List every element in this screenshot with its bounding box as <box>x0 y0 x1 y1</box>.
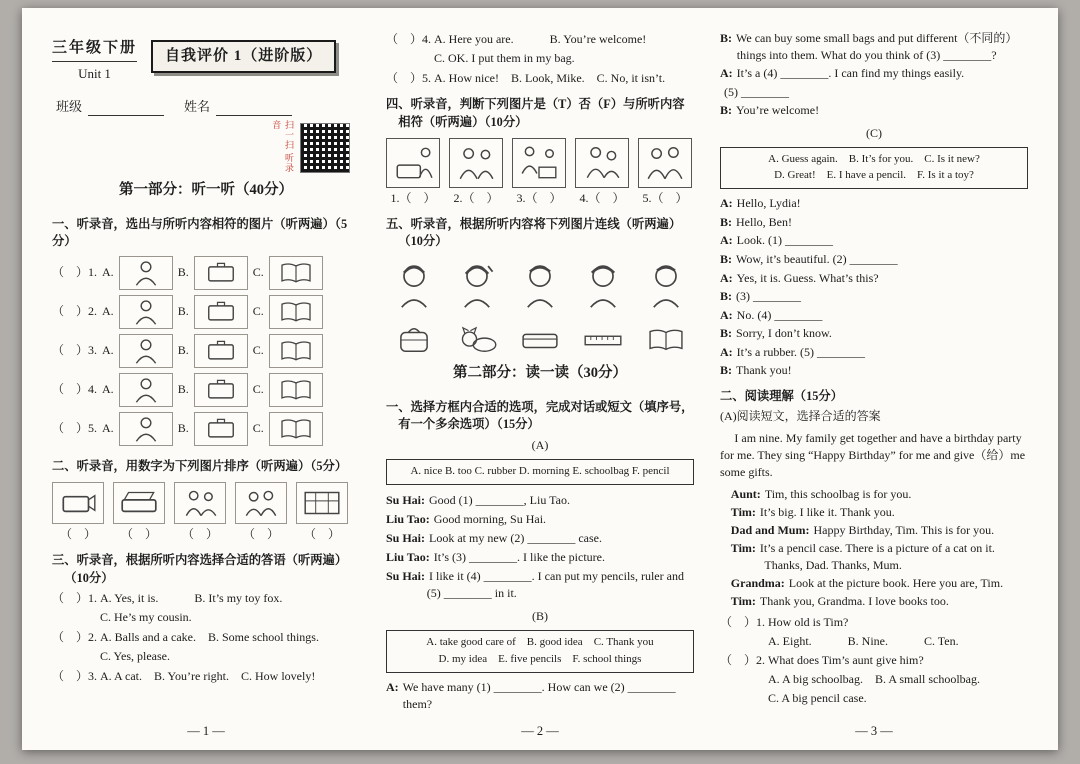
option-c-label: C. <box>252 382 264 397</box>
speaker-name: Tim: <box>730 505 756 520</box>
dialog-line[interactable] <box>386 492 694 509</box>
bag-sketch-icon <box>199 259 243 287</box>
speaker-name: Tim: <box>730 541 756 556</box>
option-b-label: B. <box>177 343 189 358</box>
speaker-name: B: <box>720 103 732 118</box>
qr-block <box>52 120 350 176</box>
dialog-text: We have many (1) ________. How can we (2) ________ them? <box>402 680 676 712</box>
dialog-text: (3) ________ <box>736 289 801 304</box>
reading-a-subtitle: (A)阅读短文，选择合适的答案 <box>720 408 881 423</box>
part-a-label: (A) <box>531 438 549 453</box>
dialog-text: (5) ________ <box>724 84 789 99</box>
book-picture[interactable] <box>642 325 690 355</box>
grade-block <box>52 38 137 84</box>
speaker-name: Dad and Mum: <box>730 523 810 538</box>
answer-bracket[interactable]: （ ）1. <box>52 265 98 280</box>
pencil-box-sketch-icon <box>118 485 160 521</box>
picture-choice-list <box>52 251 360 451</box>
bag-sketch-icon <box>199 337 243 365</box>
tf-picture <box>512 138 566 188</box>
dialog-text: It’s big. I like it. Thank you. <box>759 505 895 520</box>
mcq-line[interactable]: C. He’s my cousin. <box>52 610 192 625</box>
option-c-picture[interactable] <box>269 334 323 368</box>
mcq-line[interactable]: C. Yes, please. <box>52 649 171 664</box>
speaker-name: Grandma: <box>730 576 785 591</box>
class-name-row <box>56 98 360 116</box>
tf-item <box>449 138 503 207</box>
child-sketch-icon <box>394 259 434 311</box>
option-b-label: B. <box>177 304 189 319</box>
child-picture[interactable] <box>583 259 623 311</box>
dialog-b <box>386 678 694 715</box>
reading-dialog-line <box>731 593 1028 610</box>
dialog-line[interactable] <box>386 530 694 547</box>
section5-title: 五、听录音，根据所听内容将下列图片连线（听两遍） <box>386 217 682 232</box>
section1-title: 一、听录音，选出与所听内容相符的图片（听两遍）（5分） <box>52 216 348 249</box>
grade-label: 三年级下册 <box>52 38 137 62</box>
answer-bracket[interactable]: （ ） <box>120 527 157 542</box>
speaker-name: Su Hai: <box>386 569 426 584</box>
mcq-line[interactable]: （ ）4. A. Here you are. B. You’re welcome! <box>386 31 647 46</box>
ruler-sketch-icon <box>579 325 627 355</box>
order-picture <box>113 482 165 524</box>
answer-bracket[interactable]: （ ）4. <box>52 382 98 397</box>
speaker-name: B: <box>720 326 732 341</box>
option-b-picture[interactable] <box>194 334 248 368</box>
child-picture[interactable] <box>646 259 686 311</box>
class-blank[interactable] <box>88 103 164 116</box>
page-2 <box>386 28 694 724</box>
person-sketch-icon <box>124 298 168 326</box>
dialog-c <box>720 194 1028 381</box>
matching-objects-row <box>386 325 694 355</box>
book-sketch-icon <box>274 298 318 326</box>
paper-title: 自我评价 1（进阶版） <box>151 40 336 73</box>
tf-item <box>386 138 440 207</box>
section5-title-cont: （10分） <box>398 234 448 249</box>
word-bank-c <box>720 147 1028 189</box>
question-line[interactable]: A. A big schoolbag. B. A small schoolbag. <box>720 671 980 686</box>
dialog-text: Look at the picture book. Here you are, Tim. <box>788 576 1004 591</box>
person-sketch-icon <box>124 376 168 404</box>
option-c-label: C. <box>252 421 264 436</box>
tf-picture <box>575 138 629 188</box>
part-b-label: (B) <box>532 609 548 624</box>
dialog-text: Thank you, Grandma. I love books too. <box>759 594 949 609</box>
question-line[interactable]: C. A big pencil case. <box>720 690 867 705</box>
speaker-name: A: <box>720 66 733 81</box>
speaker-name: Aunt: <box>730 487 761 502</box>
dialog-a <box>386 490 694 604</box>
section2-title: 二、听录音，用数字为下列图片排序（听两遍）（5分） <box>52 458 348 473</box>
speaker-name: Liu Tao: <box>386 512 430 527</box>
word-bank-a <box>386 459 694 485</box>
answer-bracket[interactable]: 1.（ ） <box>390 191 436 205</box>
two-people-sketch-icon <box>643 142 687 184</box>
option-b-picture[interactable] <box>194 295 248 329</box>
answer-bracket[interactable]: （ ） <box>59 527 96 542</box>
dialog-line[interactable] <box>720 232 1028 249</box>
option-b-picture[interactable] <box>194 256 248 290</box>
dialog-text: Wow, it’s beautiful. (2) ________ <box>736 252 898 266</box>
dialog-text: Yes, it is. Guess. What’s this? <box>736 270 879 285</box>
child-picture[interactable] <box>394 259 434 311</box>
dialog-text: It’s (3) ________. I like the picture. <box>433 550 605 565</box>
dialog-line[interactable] <box>386 568 694 602</box>
class-label: 班级 <box>56 98 83 114</box>
question-line[interactable]: （ ）2. What does Tim’s aunt give him? <box>720 652 924 667</box>
comprehension-questions <box>720 612 1028 709</box>
option-a-label: A. <box>102 421 114 436</box>
classroom-sketch-icon <box>301 485 343 521</box>
speaker-name: A: <box>720 344 733 359</box>
cat-sketch-icon <box>453 325 501 355</box>
tf-picture <box>386 138 440 188</box>
person-sketch-icon <box>124 337 168 365</box>
mcq-line[interactable]: （ ）1. A. Yes, it is. B. It’s my toy fox. <box>52 590 283 605</box>
book-sketch-icon <box>642 325 690 355</box>
answer-bracket[interactable]: （ ） <box>242 527 279 542</box>
dialog-line[interactable] <box>386 511 694 528</box>
section4-title: 四、听录音，判断下列图片是（T）否（F）与所听内容 <box>386 97 685 112</box>
dialog-text: Good morning, Su Hai. <box>433 512 547 527</box>
page-1 <box>52 28 360 724</box>
mcq-list <box>52 587 360 687</box>
schoolbag-picture[interactable] <box>390 325 438 355</box>
two-people-sketch-icon <box>240 485 282 521</box>
child-sketch-icon <box>457 259 497 311</box>
answer-bracket[interactable]: （ ） <box>303 527 340 542</box>
mcq-list-continued <box>386 28 694 89</box>
dialog-line[interactable] <box>720 307 1028 324</box>
question-line[interactable]: A. Eight. B. Nine. C. Ten. <box>720 633 959 648</box>
word-bank-line: A. take good care of B. good idea C. Thank you <box>426 636 654 649</box>
word-bank-line: D. my idea E. five pencils F. school things <box>438 652 642 665</box>
dialog-line[interactable] <box>720 344 1028 361</box>
word-bank-line: A. Guess again. B. It’s for you. C. Is it new? <box>768 152 980 165</box>
order-picture <box>52 482 104 524</box>
bag-sketch-icon <box>199 298 243 326</box>
dialog-text: I like it (4) ________. I can put my pencils, ruler and (5) ________ in it. <box>426 569 684 601</box>
option-b-label: B. <box>177 382 189 397</box>
reading-dialog-line <box>731 504 1028 521</box>
tf-item <box>575 138 629 207</box>
picture-question-row <box>52 412 360 446</box>
option-a-picture[interactable] <box>119 373 173 407</box>
dialog-line[interactable] <box>720 362 1028 379</box>
answer-bracket[interactable]: （ ）5. <box>52 421 98 436</box>
option-a-picture[interactable] <box>119 412 173 446</box>
person-sketch-icon <box>124 415 168 443</box>
option-c-picture[interactable] <box>269 373 323 407</box>
option-a-picture[interactable] <box>119 295 173 329</box>
dialog-text: Look at my new (2) ________ case. <box>429 531 602 546</box>
cat-picture[interactable] <box>453 325 501 355</box>
dialog-line[interactable] <box>720 65 1028 82</box>
option-c-picture[interactable] <box>269 256 323 290</box>
speaker-name: Su Hai: <box>386 493 426 508</box>
option-b-label: B. <box>177 265 189 280</box>
option-a-label: A. <box>102 265 114 280</box>
dialog-text: We can buy some small bags and put different（不同的）things into them. What do you think of (3) ________? <box>736 30 1018 62</box>
tf-picture <box>449 138 503 188</box>
dialog-text: It’s a pencil case. There is a picture of a cat on it. Thanks, Dad. Thanks, Mum. <box>759 541 995 573</box>
picture-question-row <box>52 334 360 368</box>
book-sketch-icon <box>274 415 318 443</box>
child-picture[interactable] <box>457 259 497 311</box>
option-c-label: C. <box>252 304 264 319</box>
option-c-label: C. <box>252 343 264 358</box>
person-sketch-icon <box>124 259 168 287</box>
option-c-label: C. <box>252 265 264 280</box>
book-sketch-icon <box>274 376 318 404</box>
person-case-sketch-icon <box>391 142 435 184</box>
dialog-text: Thank you! <box>736 363 792 378</box>
child-sketch-icon <box>520 259 560 311</box>
speaker-name: B: <box>720 214 732 229</box>
schoolbag-sketch-icon <box>390 325 438 355</box>
dialog-b-continued <box>720 28 1028 121</box>
child-sketch-icon <box>646 259 686 311</box>
dialog-line[interactable] <box>720 270 1028 287</box>
speaker-name: B: <box>720 252 732 266</box>
order-item <box>235 482 287 543</box>
speaker-name: B: <box>720 363 732 378</box>
mcq-line[interactable]: （ ）5. A. How nice! B. Look, Mike. C. No, it isn’t. <box>386 70 666 85</box>
option-b-picture[interactable] <box>194 373 248 407</box>
page3-number: — 3 — <box>855 724 893 738</box>
dialog-line[interactable] <box>720 251 1028 268</box>
page2-number: — 2 — <box>521 724 559 738</box>
mcq-line[interactable]: （ ）3. A. A cat. B. You’re right. C. How lovely! <box>52 668 316 683</box>
order-item <box>174 482 226 543</box>
dialog-line[interactable] <box>720 288 1028 305</box>
true-false-picture-strip <box>386 138 694 207</box>
word-bank-line: D. Great! E. I have a pencil. F. Is it a toy? <box>774 169 974 182</box>
mcq-line[interactable]: （ ）2. A. Balls and a cake. B. Some school things. <box>52 629 319 644</box>
section3-title: 三、听录音，根据所听内容选择合适的答语（听两遍） <box>52 553 348 568</box>
dialog-line[interactable] <box>720 195 1028 212</box>
qr-caption: 扫一扫 听录音 <box>271 120 294 174</box>
pencil-case-picture[interactable] <box>516 325 564 355</box>
answer-bracket[interactable]: 4.（ ） <box>579 191 625 205</box>
dialog-text: Look. (1) ________ <box>736 233 833 248</box>
qr-code-icon <box>300 123 350 173</box>
section3-title-cont: （10分） <box>64 570 114 585</box>
tf-picture <box>638 138 692 188</box>
speaker-name: B: <box>720 289 732 304</box>
speaker-name: Su Hai: <box>386 531 426 546</box>
speaker-name: Liu Tao: <box>386 550 430 565</box>
speaker-name: B: <box>720 30 732 45</box>
page-3 <box>720 28 1028 724</box>
child-picture[interactable] <box>520 259 560 311</box>
part2-title: 第二部分：读一读（30分） <box>453 364 627 381</box>
dialog-text: It’s a rubber. (5) ________ <box>736 344 865 359</box>
dialog-line[interactable] <box>720 214 1028 231</box>
tf-item <box>512 138 566 207</box>
speaker-name: A: <box>720 307 733 322</box>
two-people-sketch-icon <box>454 142 498 184</box>
name-label: 姓名 <box>184 98 211 114</box>
reading-section1-title: 一、选择方框内合适的选项，完成对话或短文（填序号， <box>386 399 694 414</box>
dialog-line[interactable] <box>720 30 1028 64</box>
dialog-text: It’s a (4) ________. I can find my things easily. <box>736 66 965 81</box>
answer-bracket[interactable]: （ ） <box>181 527 218 542</box>
matching-children-row <box>386 259 694 311</box>
reading-dialog-line <box>731 486 1028 503</box>
name-blank[interactable] <box>216 103 292 116</box>
picture-question-row <box>52 256 360 290</box>
tf-item <box>638 138 692 207</box>
answer-bracket[interactable]: （ ）2. <box>52 304 98 319</box>
pencil-case-sketch-icon <box>516 325 564 355</box>
two-kids-sketch-icon <box>580 142 624 184</box>
dialog-text: Hello, Ben! <box>736 214 792 229</box>
order-picture <box>296 482 348 524</box>
question-line[interactable]: （ ）1. How old is Tim? <box>720 614 849 629</box>
sharpener-sketch-icon <box>57 485 99 521</box>
section4-title-cont: 相符（听两遍）（10分） <box>398 114 528 129</box>
page1-header <box>52 30 360 84</box>
test-paper <box>22 8 1058 750</box>
reading-dialog-line <box>731 522 1028 539</box>
answer-bracket[interactable]: 5.（ ） <box>642 191 688 205</box>
dialog-text: You’re welcome! <box>736 103 820 118</box>
option-a-label: A. <box>102 343 114 358</box>
book-sketch-icon <box>274 337 318 365</box>
word-bank-b <box>386 630 694 672</box>
reading-section2-title: 二、阅读理解（15分） <box>720 388 843 403</box>
option-a-picture[interactable] <box>119 256 173 290</box>
speaker-name: Tim: <box>730 594 756 609</box>
dialog-text: Good (1) ________, Liu Tao. <box>429 493 570 508</box>
ordering-picture-strip <box>52 482 360 543</box>
dialog-line[interactable] <box>386 679 694 713</box>
answer-bracket[interactable]: （ ）3. <box>52 343 98 358</box>
option-c-picture[interactable] <box>269 412 323 446</box>
answer-bracket[interactable]: 2.（ ） <box>453 191 499 205</box>
dialog-text: Sorry, I don’t know. <box>736 326 832 341</box>
dialog-line[interactable] <box>720 84 1028 101</box>
child-sketch-icon <box>583 259 623 311</box>
dialog-text: Tim, this schoolbag is for you. <box>764 487 912 502</box>
order-item <box>113 482 165 543</box>
book-sketch-icon <box>274 259 318 287</box>
answer-bracket[interactable]: 3.（ ） <box>516 191 562 205</box>
unit-label: Unit 1 <box>78 66 111 82</box>
option-a-label: A. <box>102 304 114 319</box>
picture-question-row <box>52 373 360 407</box>
reading-dialog-line <box>731 575 1028 592</box>
option-a-label: A. <box>102 382 114 397</box>
order-item <box>52 482 104 543</box>
two-people-sketch-icon <box>179 485 221 521</box>
option-a-picture[interactable] <box>119 334 173 368</box>
option-b-label: B. <box>177 421 189 436</box>
reading-dialog-line <box>731 540 1028 574</box>
speaker-name: A: <box>720 233 733 248</box>
ruler-picture[interactable] <box>579 325 627 355</box>
option-c-picture[interactable] <box>269 295 323 329</box>
reading-section1-title-cont: 有一个多余选项）（15分） <box>398 416 540 431</box>
dialog-text: No. (4) ________ <box>736 307 823 322</box>
dialog-text: Happy Birthday, Tim. This is for you. <box>813 523 995 538</box>
speaker-name: A: <box>386 680 399 694</box>
reading-dialog <box>720 485 1028 611</box>
option-b-picture[interactable] <box>194 412 248 446</box>
part1-title: 第一部分：听一听（40分） <box>119 182 293 199</box>
word-bank-line: A. nice B. too C. rubber D. morning E. schoolbag F. pencil <box>410 465 670 478</box>
speaker-name: A: <box>720 196 733 211</box>
bag-sketch-icon <box>199 376 243 404</box>
dialog-line[interactable] <box>720 102 1028 119</box>
speaker-name: A: <box>720 270 733 285</box>
dialog-line[interactable] <box>720 325 1028 342</box>
dialog-text: Hello, Lydia! <box>736 196 801 211</box>
mcq-line[interactable]: C. OK. I put them in my bag. <box>386 51 575 66</box>
dialog-line[interactable] <box>386 549 694 566</box>
order-picture <box>235 482 287 524</box>
people-table-sketch-icon <box>517 142 561 184</box>
picture-question-row <box>52 295 360 329</box>
bag-sketch-icon <box>199 415 243 443</box>
order-item <box>296 482 348 543</box>
page1-number: — 1 — <box>187 724 225 738</box>
part-c-label: (C) <box>866 125 882 140</box>
reading-passage: I am nine. My family get together and have a birthday party for me. They sing “Happy Birthday” for me and give（给）me some gifts. <box>720 431 1026 480</box>
order-picture <box>174 482 226 524</box>
